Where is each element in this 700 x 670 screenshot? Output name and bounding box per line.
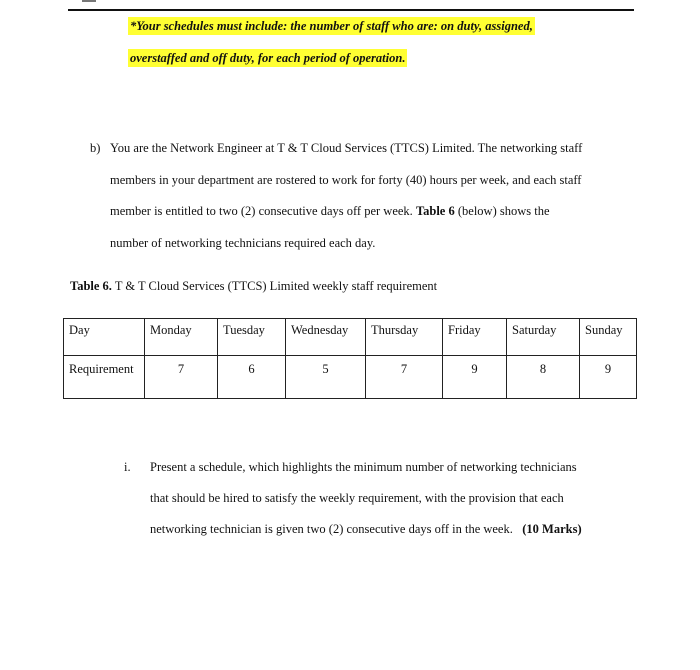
header-monday: Monday <box>145 319 218 356</box>
requirement-wednesday: 5 <box>286 356 366 399</box>
sub-question-label: i. <box>124 460 131 474</box>
page-edge-mark <box>82 0 96 2</box>
header-tuesday: Tuesday <box>218 319 286 356</box>
table-caption-text: T & T Cloud Services (TTCS) Limited weekly staff requirement <box>114 279 438 293</box>
header-friday: Friday <box>443 319 507 356</box>
table-caption <box>70 278 437 294</box>
staff-requirement-table <box>63 318 637 399</box>
sub-question-line-1: Present a schedule, which highlights the minimum number of networking technicians <box>150 460 577 474</box>
table-header-row <box>64 319 637 356</box>
marks-label: (10 Marks) <box>522 522 582 536</box>
highlighted-note-line-1: *Your schedules must include: the number of staff who are: on duty, assigned, <box>130 19 533 33</box>
question-b-line-4: number of networking technicians required each day. <box>110 236 376 250</box>
sub-question-line-2: that should be hired to satisfy the weekly requirement, with the provision that each <box>150 491 564 505</box>
requirement-saturday: 8 <box>507 356 580 399</box>
sub-question-line-3 <box>150 521 582 537</box>
table-requirement-row <box>64 356 637 399</box>
table-caption-number: Table 6. <box>70 279 112 293</box>
header-day-label: Day <box>64 319 145 356</box>
header-saturday: Saturday <box>507 319 580 356</box>
question-b-line-3 <box>110 203 550 219</box>
requirement-sunday: 9 <box>580 356 637 399</box>
header-sunday: Sunday <box>580 319 637 356</box>
question-b-line-1: You are the Network Engineer at T & T Cloud Services (TTCS) Limited. The networking staff <box>110 141 583 155</box>
question-b-label: b) <box>90 141 101 155</box>
row-requirement-label: Requirement <box>64 356 145 399</box>
sub-question-line-3-text: networking technician is given two (2) consecutive days off in the week. <box>150 522 513 536</box>
question-b-line-3-start: member is entitled to two (2) consecutive days off per week. <box>110 204 413 218</box>
requirement-tuesday: 6 <box>218 356 286 399</box>
requirement-friday: 9 <box>443 356 507 399</box>
question-b-line-2: members in your department are rostered to work for forty (40) hours per week, and each staff <box>110 173 582 187</box>
header-thursday: Thursday <box>366 319 443 356</box>
table-6-reference: Table 6 <box>415 204 455 218</box>
requirement-monday: 7 <box>145 356 218 399</box>
top-divider <box>68 9 634 11</box>
highlighted-note-line-2: overstaffed and off duty, for each period of operation. <box>130 51 406 65</box>
requirement-thursday: 7 <box>366 356 443 399</box>
header-wednesday: Wednesday <box>286 319 366 356</box>
question-b-line-3-end: (below) shows the <box>457 204 550 218</box>
